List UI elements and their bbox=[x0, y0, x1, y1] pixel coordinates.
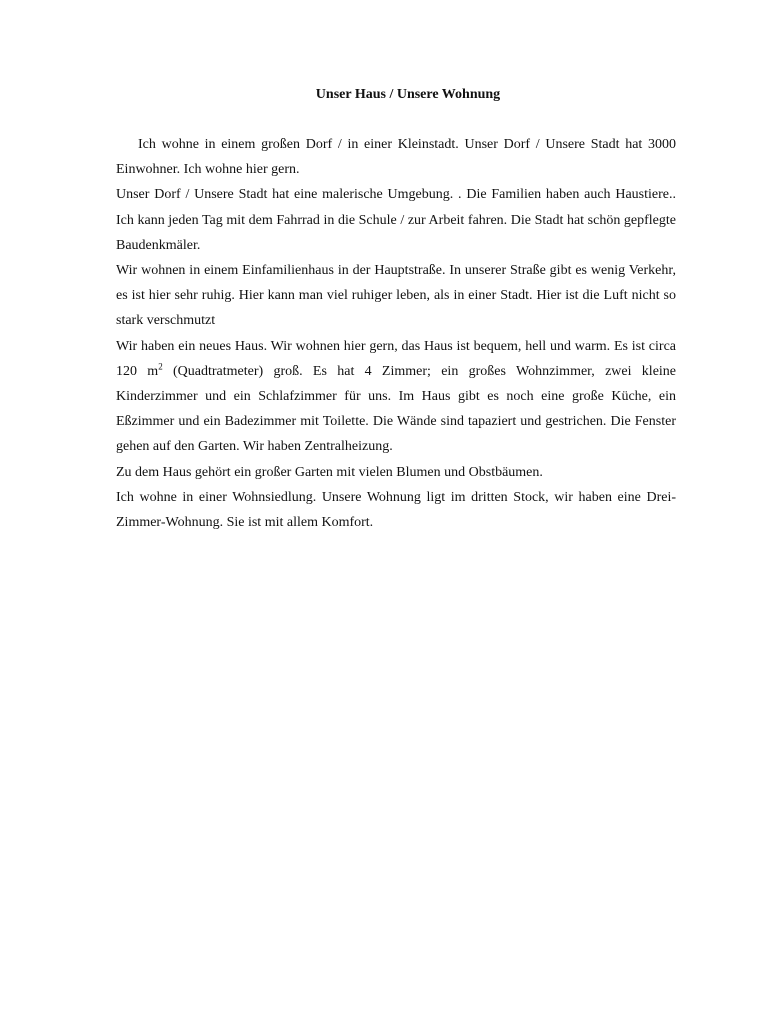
superscript-two: 2 bbox=[158, 361, 163, 372]
paragraph-1: Ich wohne in einem großen Dorf / in einer Kleinstadt. Unser Dorf / Unsere Stadt hat 3000 Einwohner. Ich wohne hier gern. bbox=[116, 137, 676, 178]
paragraph-3: Wir wohnen in einem Einfamilienhaus in der Hauptstraße. In unserer Straße gibt es wenig Verkehr, es ist hier sehr ruhig. Hier kann man viel ruhiger leben, als in einer Stadt. Hier ist die Luft nicht so stark verschmutzt bbox=[116, 263, 676, 329]
paragraph-6: Ich wohne in einer Wohnsiedlung. Unsere Wohnung ligt im dritten Stock, wir haben eine Drei-Zimmer-Wohnung. Sie ist mit allem Komfort. bbox=[116, 489, 676, 531]
document-body bbox=[116, 132, 676, 535]
paragraph-4-text-after: (Quadtratmeter) groß. Es hat 4 Zimmer; ein großes Wohnzimmer, zwei kleine Kinderzimmer und ein Schlafzimmer für uns. Im Haus gibt es noch eine große Küche, ein Eßzimmer und ein Badezimmer mit Toilette. Die Wände sind tapaziert und gestrichen. Die Fenster gehen auf den Garten. Wir haben Zentralheizung. bbox=[116, 363, 677, 455]
paragraph-4-text-before: Wir haben ein neues Haus. Wir wohnen hier gern, das Haus ist bequem, hell und warm. Es ist circa 120 m bbox=[116, 338, 676, 379]
document-title: Unser Haus / Unsere Wohnung bbox=[315, 87, 501, 102]
paragraph-2: Unser Dorf / Unsere Stadt hat eine malerische Umgebung. . Die Familien haben auch Haustiere.. Ich kann jeden Tag mit dem Fahrrad in die Schule / zur Arbeit fahren. Die Stadt hat schön gepflegte Baudenkmäler. bbox=[116, 187, 676, 253]
paragraph-5: Zu dem Haus gehört ein großer Garten mit vielen Blumen und Obstbäumen. bbox=[116, 464, 543, 480]
paragraph-4 bbox=[116, 334, 676, 460]
